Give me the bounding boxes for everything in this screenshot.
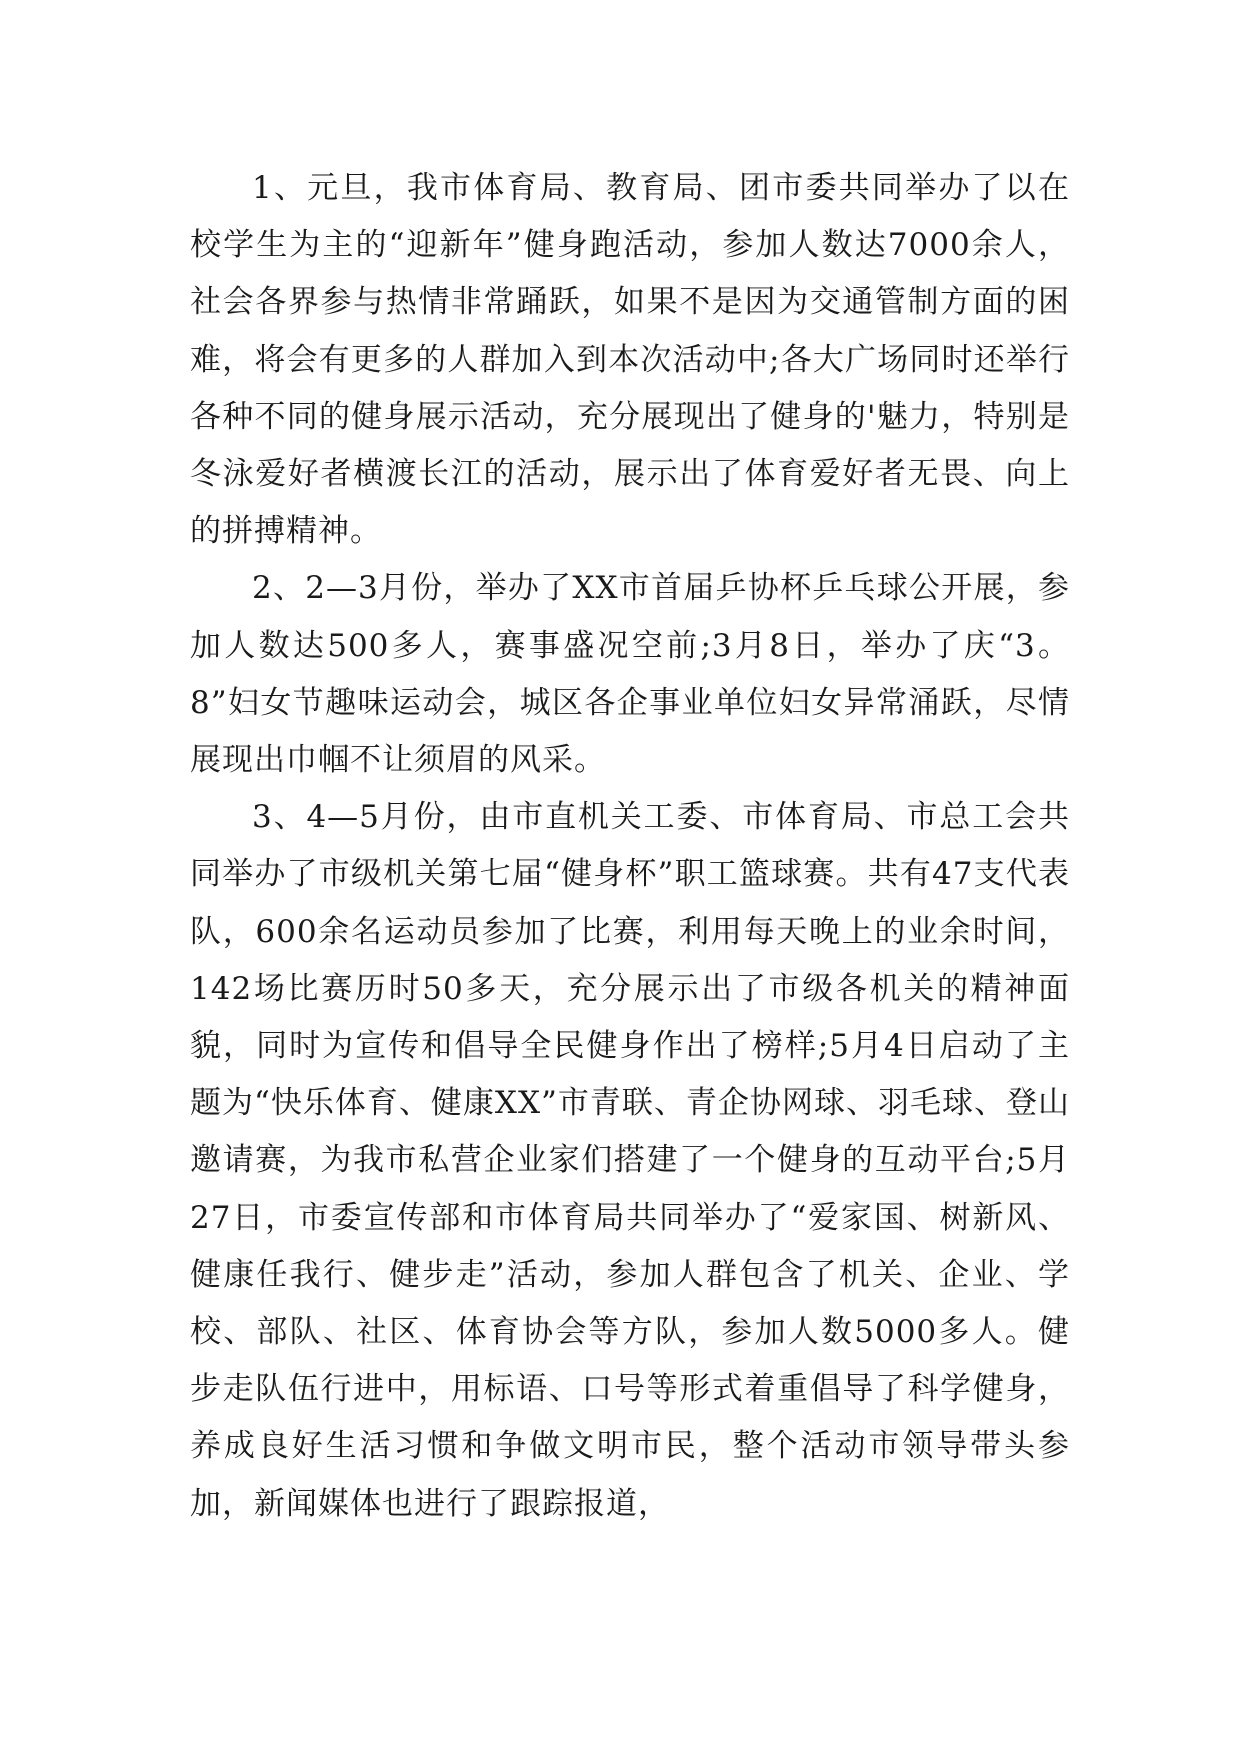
paragraph-1: 1、元旦，我市体育局、教育局、团市委共同举办了以在校学生为主的“迎新年”健身跑活动，参加人数达7000余人，社会各界参与热情非常踊跃，如果不是因为交通管制方面的困难，将会有更多的人群加入到本次活动中;各大广场同时还举行各种不同的健身展示活动，充分展现出了健身的'魅力，特别是冬泳爱好者横渡长江的活动，展示出了体育爱好者无畏、向上的拼搏精神。: [190, 170, 1070, 550]
paragraph-2: 2、2—3月份，举办了XX市首届乒协杯乒乓球公开展，参加人数达500多人，赛事盛况空前;3月8日，举办了庆“3。8”妇女节趣味运动会，城区各企事业单位妇女异常涌跃，尽情展现出巾帼不让须眉的风采。: [190, 570, 1070, 779]
document-body: [190, 160, 1070, 1533]
paragraph-3: 3、4—5月份，由市直机关工委、市体育局、市总工会共同举办了市级机关第七届“健身杯”职工篮球赛。共有47支代表队，600余名运动员参加了比赛，利用每天晚上的业余时间，142场比赛历时50多天，充分展示出了市级各机关的精神面貌，同时为宣传和倡导全民健身作出了榜样;5月4日启动了主题为“快乐体育、健康XX”市青联、青企协网球、羽毛球、登山邀请赛，为我市私营企业家们搭建了一个健身的互动平台;5月27日，市委宣传部和市体育局共同举办了“爱家国、树新风、健康任我行、健步走”活动，参加人群包含了机关、企业、学校、部队、社区、体育协会等方队，参加人数5000多人。健步走队伍行进中，用标语、口号等形式着重倡导了科学健身，养成良好生活习惯和争做文明市民，整个活动市领导带头参加，新闻媒体也进行了跟踪报道，: [190, 799, 1070, 1522]
